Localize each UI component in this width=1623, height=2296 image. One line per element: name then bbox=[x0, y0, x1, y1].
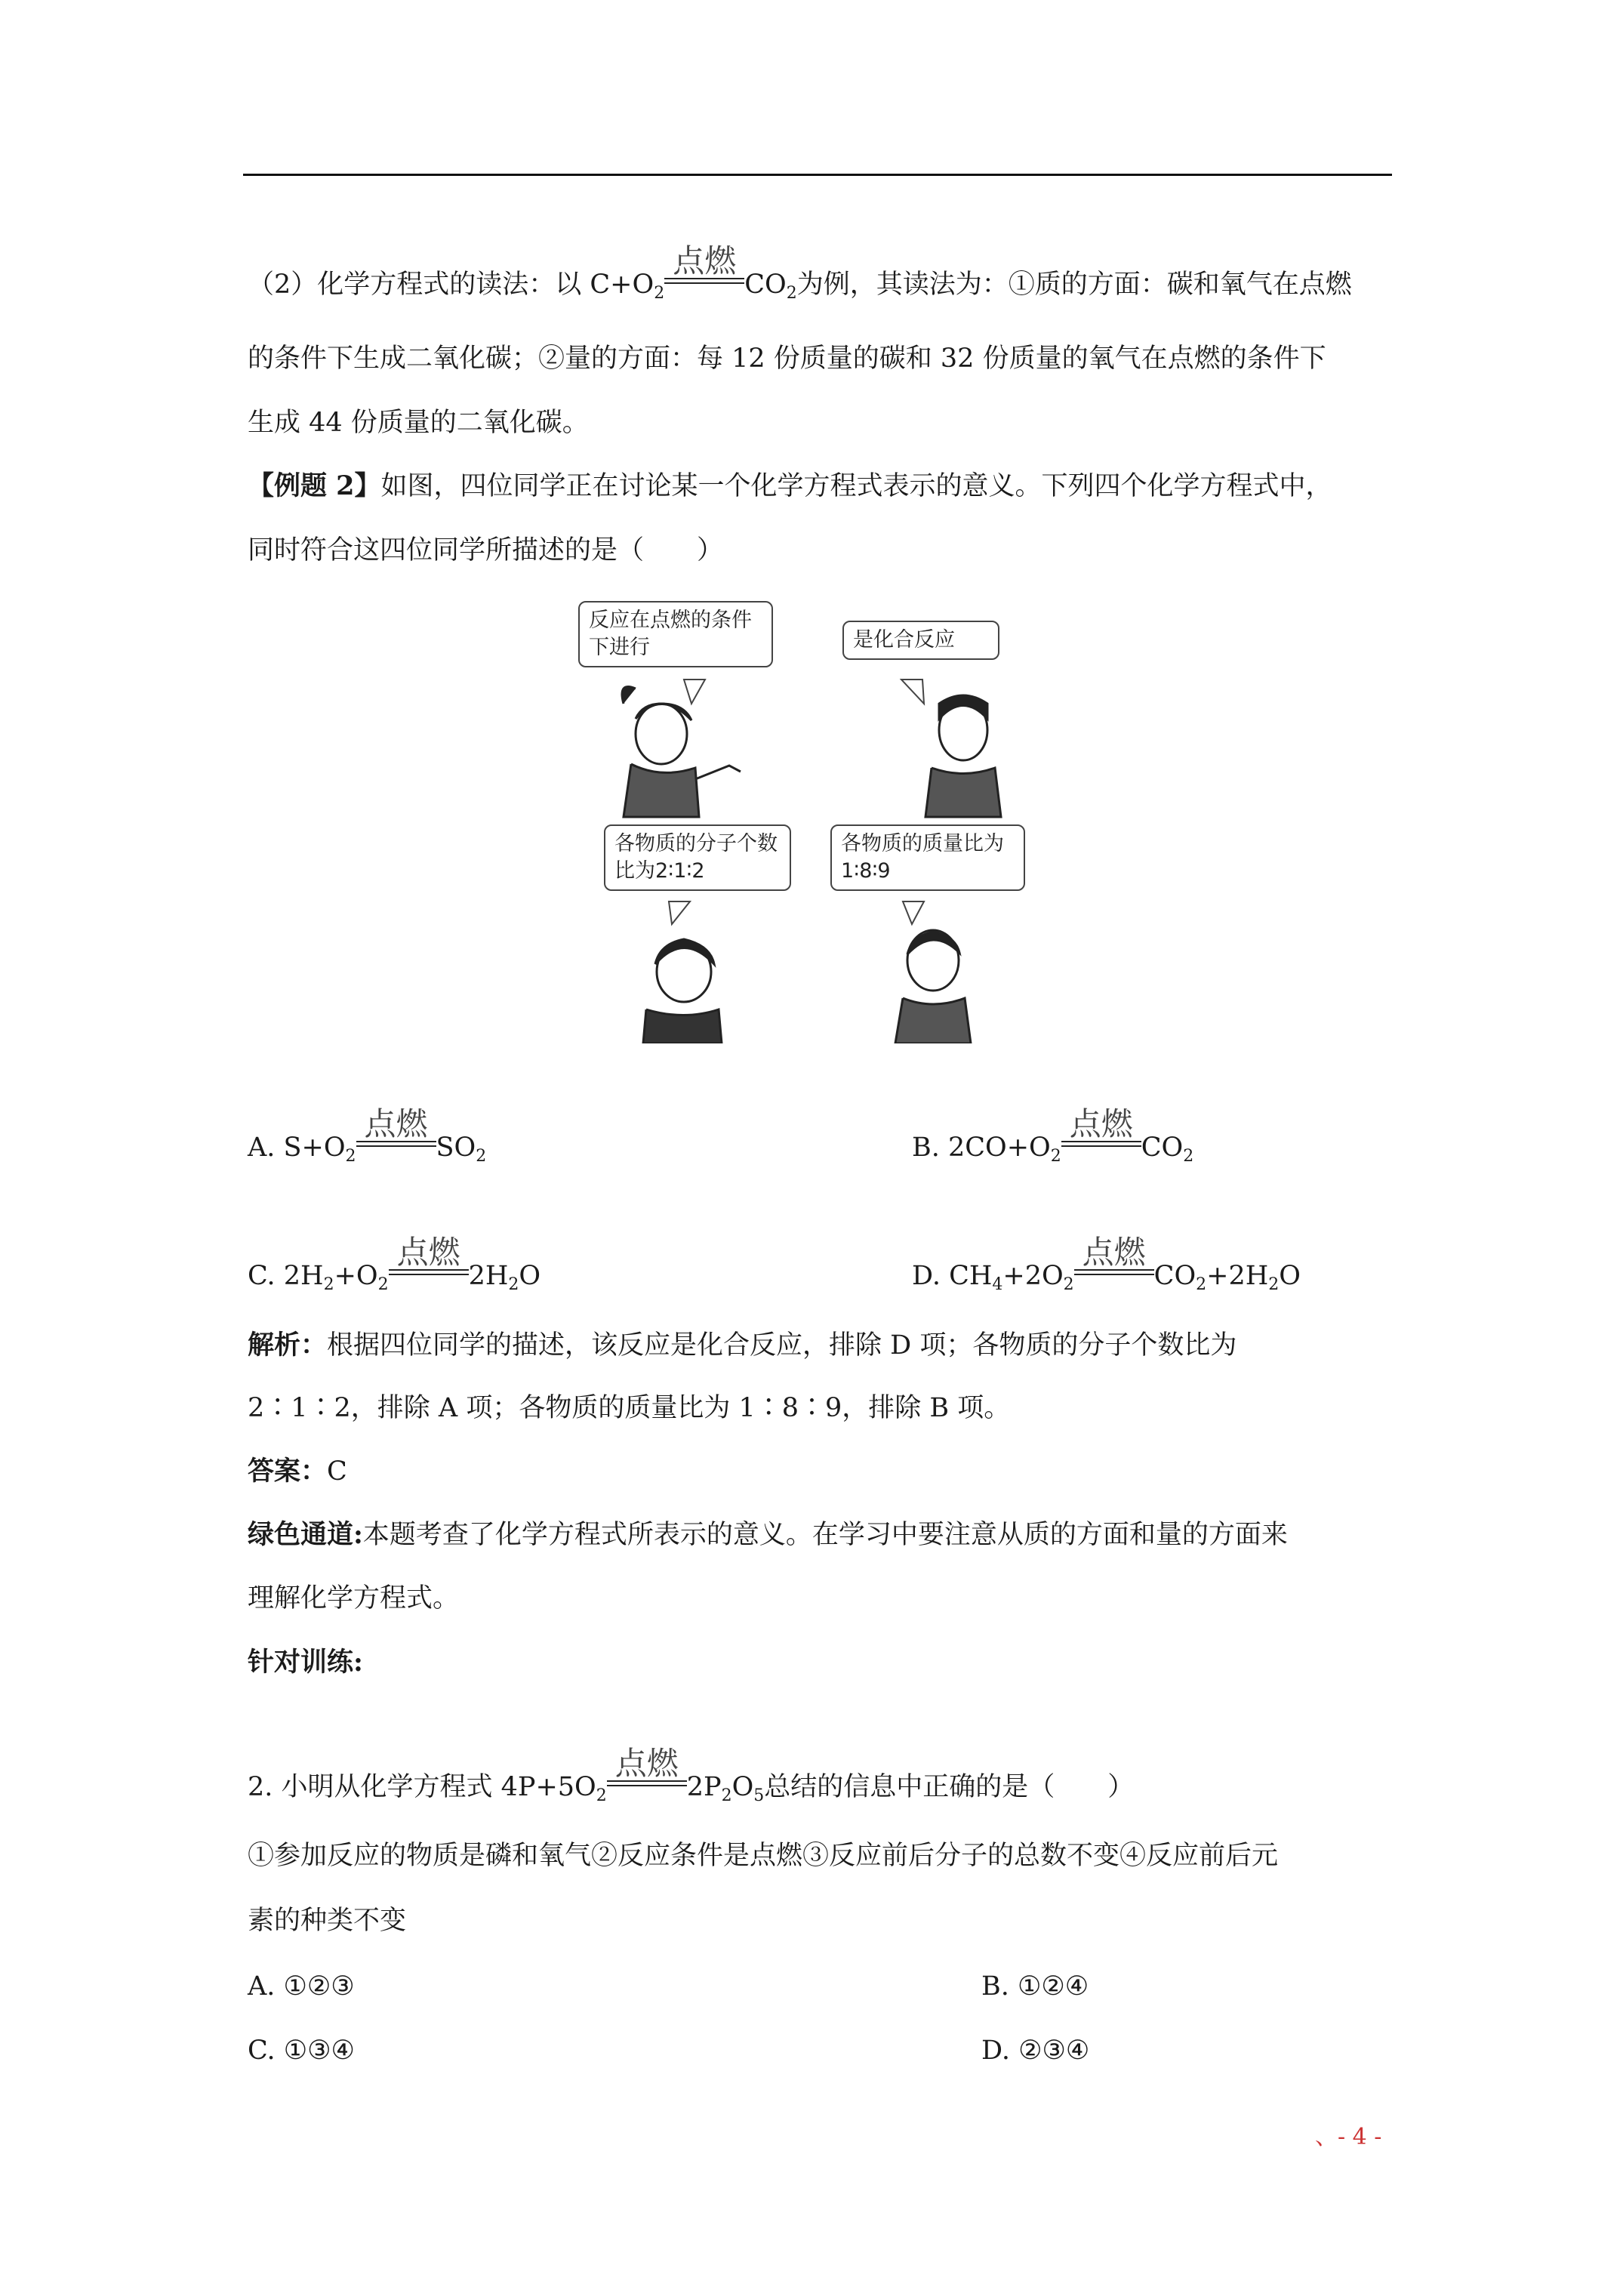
option-d: D. $CH_4+2O_2$ 点燃 $CO_2+2H_2O$ bbox=[912, 1234, 1301, 1294]
speech-bubble-ignition: 反应在点燃的条件下进行 bbox=[578, 601, 773, 667]
question-2-line-1: 2. 小明从化学方程式 $4P+5O_2$ 点燃 $2P_2O_5$总结的信息中正确的是（ ） bbox=[248, 1745, 1135, 1805]
student-boy-3 bbox=[895, 930, 971, 1043]
green-channel-line-2: 理解化学方程式。 bbox=[248, 1583, 460, 1613]
speech-bubble-combination: 是化合反应 bbox=[842, 621, 999, 660]
option-a: A. $S+O_2$ 点燃 $SO_2$ bbox=[248, 1105, 487, 1166]
speech-bubble-mass-ratio: 各物质的质量比为1∶8∶9 bbox=[830, 824, 1025, 891]
q2-option-c: C. ①③④ bbox=[248, 2036, 355, 2066]
header-rule bbox=[243, 174, 1392, 176]
answer: 答案：C bbox=[248, 1456, 347, 1487]
question-2-line-3: 素的种类不变 bbox=[248, 1906, 407, 1936]
page-number: 、- 4 - bbox=[1315, 2124, 1382, 2150]
four-students-figure bbox=[571, 590, 1054, 1043]
example-line-1: 【例题 2】如图，四位同学正在讨论某一个化学方程式表示的意义。下列四个化学方程式中， bbox=[248, 470, 1332, 501]
question-2-line-2: ①参加反应的物质是磷和氧气②反应条件是点燃③反应前后分子的总数不变④反应前后元 bbox=[248, 1841, 1279, 1871]
q2-option-b: B. ①②④ bbox=[981, 1971, 1089, 2002]
speech-bubble-molecule-ratio: 各物质的分子个数比为2∶1∶2 bbox=[604, 824, 791, 891]
option-b: B. $2CO+O_2$ 点燃 $CO_2$ bbox=[912, 1105, 1194, 1166]
analysis-line-1: 解析：根据四位同学的描述，该反应是化合反应，排除 D 项；各物质的分子个数比为 bbox=[248, 1330, 1237, 1361]
student-boy-2 bbox=[643, 939, 722, 1043]
training-label: 针对训练: bbox=[248, 1647, 363, 1678]
reading-line-2: 的条件下生成二氧化碳；②量的方面：每 12 份质量的碳和 32 份质量的氧气在点燃的条件下 bbox=[248, 344, 1326, 374]
q2-option-a: A. ①②③ bbox=[248, 1971, 355, 2002]
reading-line-1: （2）化学方程式的读法：以 $C+O_2$ 点燃 $CO_2$为例，其读法为：①质的方面：碳和氧气在点燃 bbox=[248, 242, 1352, 303]
student-girl bbox=[622, 687, 741, 818]
analysis-line-2: 2∶1∶2，排除 A 项；各物质的质量比为 1∶8∶9，排除 B 项。 bbox=[248, 1393, 1011, 1423]
reaction-arrow: 点燃 bbox=[664, 268, 744, 301]
reading-line-3: 生成 44 份质量的二氧化碳。 bbox=[248, 408, 589, 438]
student-boy-1 bbox=[925, 695, 1001, 817]
example-line-2: 同时符合这四位同学所描述的是（ ） bbox=[248, 535, 724, 566]
green-channel-line-1: 绿色通道:本题考查了化学方程式所表示的意义。在学习中要注意从质的方面和量的方面来 bbox=[248, 1519, 1288, 1550]
q2-option-d: D. ②③④ bbox=[981, 2036, 1090, 2066]
option-c: C. $2H_2+O_2$ 点燃 $2H_2O$ bbox=[248, 1234, 541, 1294]
